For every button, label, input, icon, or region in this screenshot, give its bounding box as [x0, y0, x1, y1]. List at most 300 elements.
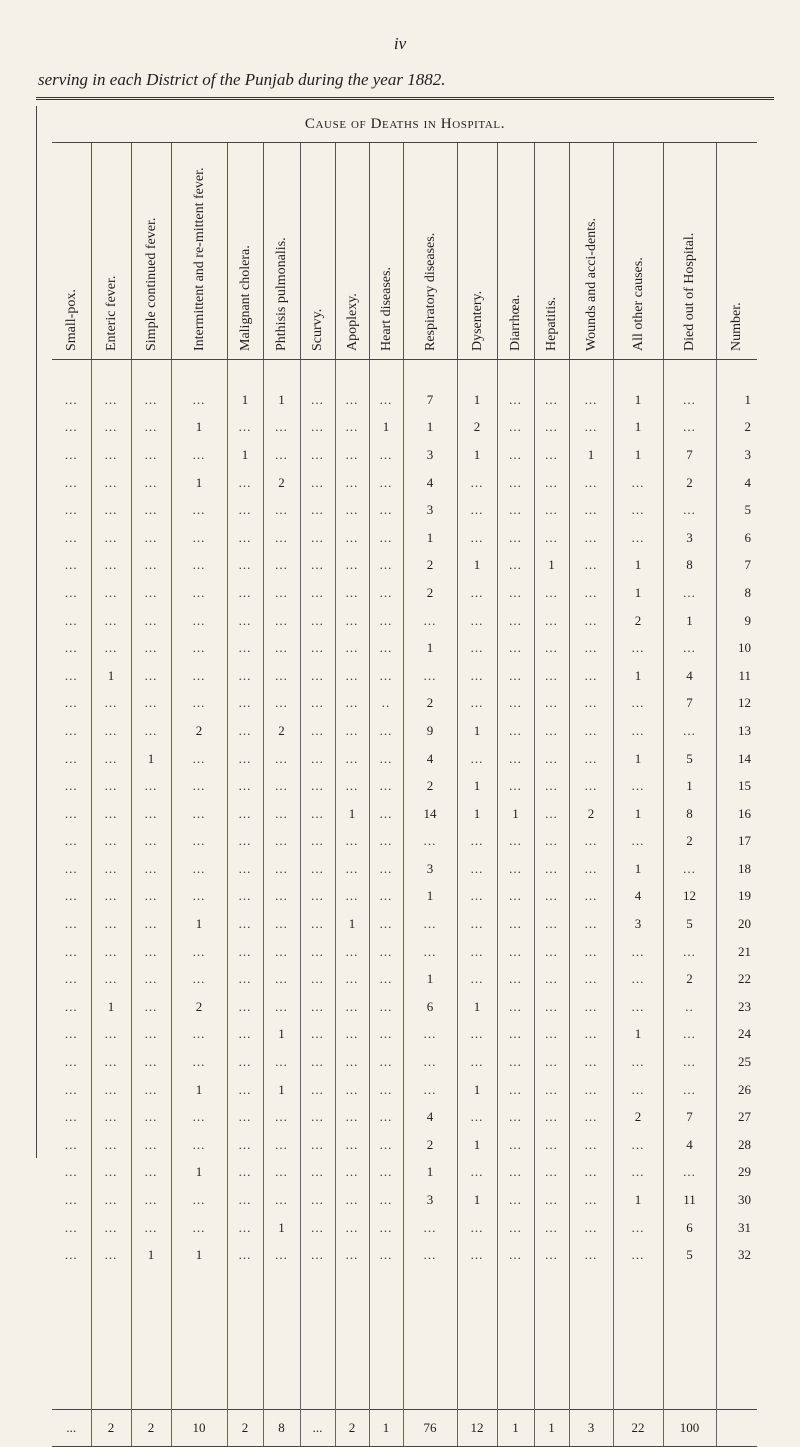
table-cell: ... — [131, 607, 171, 635]
table-cell: ... — [457, 1159, 497, 1187]
table-row — [52, 469, 757, 497]
table-cell: ... — [64, 695, 78, 711]
empty-cell — [457, 360, 497, 387]
table-cell: ... — [300, 800, 335, 828]
table-cell: ... — [569, 634, 613, 662]
table-cell: ... — [131, 938, 171, 966]
table-cell: ... — [457, 579, 497, 607]
table-cell: ... — [569, 496, 613, 524]
empty-cell — [534, 360, 569, 387]
table-cell: 1 — [171, 1241, 227, 1269]
table-cell: 1 — [403, 965, 457, 993]
table-cell: .. — [369, 690, 403, 718]
table-cell: ... — [534, 607, 569, 635]
empty-cell — [263, 1269, 300, 1410]
table-cell: 1 — [263, 1214, 300, 1242]
table-cell: ... — [64, 998, 78, 1014]
table-cell: 1 — [457, 717, 497, 745]
table-row — [52, 441, 757, 469]
table-cell: ... — [64, 612, 78, 628]
table-cell: ... — [369, 1076, 403, 1104]
column-header-label: Phthisis pulmonalis. — [274, 237, 289, 351]
table-cell: ... — [569, 414, 613, 442]
table-cell: ... — [403, 910, 457, 938]
table-cell: ... — [91, 1214, 131, 1242]
table-cell: ... — [369, 524, 403, 552]
table-cell: ... — [403, 938, 457, 966]
table-row — [52, 414, 757, 442]
table-cell: ... — [227, 662, 263, 690]
table-cell: 1 — [171, 1159, 227, 1187]
table-row — [52, 938, 757, 966]
table-cell: ... — [227, 469, 263, 497]
empty-cell — [663, 1269, 716, 1410]
table-cell: 6 — [716, 524, 757, 552]
table-cell: ... — [569, 1103, 613, 1131]
table-row — [52, 579, 757, 607]
column-header-label: Intermittent and re-mittent fever. — [191, 167, 207, 351]
table-cell: ... — [497, 662, 534, 690]
table-cell: ... — [497, 469, 534, 497]
total-cell: 22 — [613, 1410, 663, 1447]
table-cell: ... — [369, 552, 403, 580]
table-cell: ... — [131, 441, 171, 469]
table-row — [52, 745, 757, 773]
table-cell: 23 — [716, 993, 757, 1021]
table-cell: ... — [613, 469, 663, 497]
table-cell: ... — [300, 965, 335, 993]
table-row — [52, 828, 757, 856]
table-cell: ... — [171, 855, 227, 883]
table-cell: ... — [663, 634, 716, 662]
table-cell: ... — [227, 1159, 263, 1187]
table-cell: ... — [263, 883, 300, 911]
table-cell: 3 — [403, 496, 457, 524]
table-cell: 7 — [403, 386, 457, 414]
table-cell: 8 — [663, 552, 716, 580]
table-cell: 11 — [663, 1186, 716, 1214]
table-cell: ... — [131, 993, 171, 1021]
table-cell: ... — [497, 993, 534, 1021]
table-cell: 1 — [263, 1021, 300, 1049]
table-cell: 3 — [403, 1186, 457, 1214]
table-cell: ... — [227, 800, 263, 828]
table-cell: ... — [534, 717, 569, 745]
empty-cell — [534, 1269, 569, 1410]
table-cell: ... — [131, 1048, 171, 1076]
total-cell: ... — [52, 1410, 91, 1447]
empty-cell — [171, 360, 227, 387]
table-cell: ... — [263, 1159, 300, 1187]
table-cell: ... — [534, 993, 569, 1021]
column-header-label: Number. — [729, 302, 745, 351]
table-cell: ... — [64, 1026, 78, 1042]
table-cell: ... — [171, 800, 227, 828]
table-cell: ... — [613, 690, 663, 718]
table-cell: ... — [369, 1214, 403, 1242]
table-cell: ... — [534, 469, 569, 497]
table-cell: ... — [569, 745, 613, 773]
table-cell: 1 — [263, 386, 300, 414]
table-cell: ... — [300, 386, 335, 414]
table-cell: ... — [131, 772, 171, 800]
table-cell: ... — [227, 910, 263, 938]
table-cell: 2 — [403, 690, 457, 718]
empty-cell — [497, 1269, 534, 1410]
table-cell: 1 — [663, 772, 716, 800]
table-cell: 2 — [403, 772, 457, 800]
table-cell: ... — [403, 607, 457, 635]
total-cell: 3 — [569, 1410, 613, 1447]
table-cell: ... — [369, 607, 403, 635]
table-cell: ... — [171, 828, 227, 856]
table-cell: ... — [91, 1186, 131, 1214]
table-cell: ... — [227, 938, 263, 966]
table-cell: ... — [171, 1214, 227, 1242]
table-cell: ... — [457, 524, 497, 552]
table-row — [52, 1131, 757, 1159]
table-cell: ... — [335, 469, 369, 497]
table-cell: ... — [534, 690, 569, 718]
table-cell: ... — [663, 579, 716, 607]
table-cell: 15 — [716, 772, 757, 800]
table-cell: ... — [569, 1076, 613, 1104]
table-cell: ... — [569, 1048, 613, 1076]
empty-cell — [716, 1269, 757, 1410]
table-cell: ... — [534, 910, 569, 938]
table-cell: 1 — [403, 1159, 457, 1187]
table-cell: ... — [457, 634, 497, 662]
table-caption: Cause of Deaths in Hospital. — [304, 116, 506, 132]
table-cell: ... — [497, 1103, 534, 1131]
table-cell: ... — [131, 690, 171, 718]
empty-cell — [131, 360, 171, 387]
table-cell: ... — [497, 1186, 534, 1214]
table-cell: ... — [64, 916, 78, 932]
table-cell: ... — [227, 1131, 263, 1159]
table-cell: ... — [497, 717, 534, 745]
table-cell: ... — [91, 414, 131, 442]
table-cell: 17 — [716, 828, 757, 856]
table-cell: 2 — [663, 469, 716, 497]
table-cell: 18 — [716, 855, 757, 883]
table-row — [52, 800, 757, 828]
column-header — [91, 143, 131, 360]
table-cell: ... — [403, 828, 457, 856]
table-cell: ... — [171, 1103, 227, 1131]
table-cell: ... — [457, 965, 497, 993]
table-cell: ... — [131, 1076, 171, 1104]
table-cell: ... — [300, 1159, 335, 1187]
total-cell: 12 — [457, 1410, 497, 1447]
table-cell: ... — [457, 690, 497, 718]
table-cell: ... — [335, 634, 369, 662]
table-cell: ... — [171, 662, 227, 690]
table-cell: ... — [663, 717, 716, 745]
table-cell: 1 — [403, 883, 457, 911]
total-cell: 2 — [91, 1410, 131, 1447]
table-cell: ... — [369, 1131, 403, 1159]
table-cell: ... — [663, 1076, 716, 1104]
table-cell: ... — [613, 634, 663, 662]
table-cell: 8 — [716, 579, 757, 607]
table-cell: ... — [497, 607, 534, 635]
table-cell: ... — [613, 828, 663, 856]
table-cell: 1 — [613, 414, 663, 442]
table-cell: ... — [263, 414, 300, 442]
table-cell: ... — [369, 1021, 403, 1049]
empty-cell — [263, 360, 300, 387]
table-cell: ... — [131, 1131, 171, 1159]
table-cell: ... — [663, 938, 716, 966]
table-cell: 3 — [663, 524, 716, 552]
table-cell: ... — [569, 1241, 613, 1269]
table-cell: ... — [171, 690, 227, 718]
table-cell: ... — [569, 717, 613, 745]
table-cell: ... — [171, 772, 227, 800]
empty-cell — [91, 1269, 131, 1410]
table-cell: ... — [613, 496, 663, 524]
table-cell: ... — [457, 496, 497, 524]
table-cell: 4 — [403, 469, 457, 497]
table-cell: ... — [369, 745, 403, 773]
table-cell: ... — [227, 717, 263, 745]
total-cell: 100 — [663, 1410, 716, 1447]
column-header-label: Wounds and acci-dents. — [583, 218, 599, 351]
column-header — [52, 143, 91, 360]
table-cell: 1 — [534, 552, 569, 580]
table-cell: ... — [369, 800, 403, 828]
table-cell: ... — [300, 496, 335, 524]
table-cell: 1 — [131, 1241, 171, 1269]
column-header — [403, 143, 457, 360]
table-cell: 2 — [263, 469, 300, 497]
table-cell: 1 — [457, 993, 497, 1021]
table-cell: ... — [263, 690, 300, 718]
table-cell: ... — [131, 717, 171, 745]
table-cell: ... — [497, 965, 534, 993]
column-header-label: Small-pox. — [63, 289, 79, 351]
table-row — [52, 386, 757, 414]
column-header — [131, 143, 171, 360]
table-cell: ... — [91, 496, 131, 524]
column-header — [457, 143, 497, 360]
table-cell: 1 — [613, 552, 663, 580]
table-cell: ... — [457, 828, 497, 856]
column-header — [300, 143, 335, 360]
page-number: iv — [393, 34, 407, 53]
table-cell: ... — [569, 965, 613, 993]
table-cell: ... — [263, 524, 300, 552]
table-cell: ... — [227, 855, 263, 883]
table-cell: ... — [335, 938, 369, 966]
column-header — [263, 143, 300, 360]
table-cell: ... — [497, 1076, 534, 1104]
table-cell: ... — [263, 662, 300, 690]
table-cell: ... — [534, 1076, 569, 1104]
table-cell: ... — [569, 579, 613, 607]
table-cell: ... — [64, 557, 78, 573]
table-cell: 8 — [663, 800, 716, 828]
table-cell: ... — [534, 662, 569, 690]
empty-cell — [716, 360, 757, 387]
table-cell: ... — [227, 579, 263, 607]
column-header-label: Malignant cholera. — [237, 245, 253, 351]
table-row — [52, 1021, 757, 1049]
table-cell: ... — [369, 828, 403, 856]
table-cell: ... — [335, 579, 369, 607]
total-cell: 2 — [227, 1410, 263, 1447]
table-cell: ... — [227, 1241, 263, 1269]
table-row — [52, 965, 757, 993]
table-cell: ... — [457, 938, 497, 966]
table-cell: 1 — [613, 441, 663, 469]
table-cell: ... — [569, 938, 613, 966]
table-row — [52, 1076, 757, 1104]
table-cell: ... — [131, 524, 171, 552]
column-header-label: Hepatitis. — [544, 296, 559, 351]
table-cell: ... — [335, 1103, 369, 1131]
table-cell: ... — [613, 717, 663, 745]
table-cell: 7 — [663, 441, 716, 469]
table-cell: ... — [171, 938, 227, 966]
table-cell: ... — [171, 441, 227, 469]
table-cell: ... — [300, 772, 335, 800]
table-cell: ... — [613, 524, 663, 552]
table-cell: ... — [91, 938, 131, 966]
table-cell: ... — [663, 386, 716, 414]
table-cell: ... — [131, 1186, 171, 1214]
table-cell: ... — [64, 833, 78, 849]
table-cell: ... — [613, 1131, 663, 1159]
table-cell: ... — [569, 662, 613, 690]
table-cell: ... — [335, 883, 369, 911]
table-cell: ... — [369, 772, 403, 800]
table-cell: ... — [91, 386, 131, 414]
table-cell: ... — [64, 971, 78, 987]
table-cell: ... — [300, 1076, 335, 1104]
empty-cell — [497, 360, 534, 387]
table-cell: ... — [64, 1081, 78, 1097]
table-cell: ... — [263, 634, 300, 662]
table-cell: 3 — [403, 441, 457, 469]
table-cell: 27 — [716, 1103, 757, 1131]
table-cell: ... — [64, 722, 78, 738]
table-cell: ... — [64, 1109, 78, 1125]
table-cell: 12 — [663, 883, 716, 911]
table-cell: ... — [569, 993, 613, 1021]
table-cell: ... — [534, 1131, 569, 1159]
table-cell: ... — [227, 524, 263, 552]
table-cell: ... — [263, 855, 300, 883]
table-row — [52, 883, 757, 911]
table-cell: ... — [171, 1186, 227, 1214]
table-cell: ... — [497, 524, 534, 552]
table-row — [52, 1159, 757, 1187]
table-cell: ... — [227, 607, 263, 635]
table-cell: ... — [335, 496, 369, 524]
table-cell: ... — [171, 579, 227, 607]
table-cell: ... — [171, 524, 227, 552]
table-cell: ... — [300, 1103, 335, 1131]
table-cell: ... — [300, 690, 335, 718]
total-cell: 8 — [263, 1410, 300, 1447]
table-cell: ... — [64, 888, 78, 904]
empty-cell — [91, 360, 131, 387]
table-cell: ... — [171, 745, 227, 773]
column-header — [534, 143, 569, 360]
table-cell: 1 — [613, 800, 663, 828]
table-cell: ... — [263, 1241, 300, 1269]
table-cell: ... — [91, 1241, 131, 1269]
table-cell: 2 — [569, 800, 613, 828]
table-cell: ... — [91, 1131, 131, 1159]
total-cell: ... — [300, 1410, 335, 1447]
table-cell: ... — [131, 386, 171, 414]
table-cell: ... — [335, 1186, 369, 1214]
table-cell: 1 — [457, 1076, 497, 1104]
empty-cell — [403, 360, 457, 387]
empty-cell — [227, 360, 263, 387]
table-cell: ... — [497, 690, 534, 718]
table-row — [52, 1186, 757, 1214]
table-cell: ... — [91, 441, 131, 469]
table-cell: ... — [131, 965, 171, 993]
table-body — [52, 360, 757, 1447]
table-cell: ... — [227, 552, 263, 580]
column-header-label: All other causes. — [630, 257, 646, 351]
column-header-label: Died out of Hospital. — [682, 232, 697, 351]
table-cell: ... — [91, 1103, 131, 1131]
table-cell: 2 — [263, 717, 300, 745]
total-cell: 10 — [171, 1410, 227, 1447]
column-header — [716, 143, 757, 360]
table-cell: 9 — [403, 717, 457, 745]
table-cell: ... — [369, 1159, 403, 1187]
table-cell: ... — [497, 1131, 534, 1159]
table-cell: ... — [227, 1076, 263, 1104]
table-cell: ... — [131, 1214, 171, 1242]
table-cell: 1 — [663, 607, 716, 635]
table-cell: ... — [497, 552, 534, 580]
table-cell: ... — [534, 1159, 569, 1187]
table-cell: 1 — [403, 414, 457, 442]
table-cell: ... — [171, 634, 227, 662]
column-header-label: Dysentery. — [469, 290, 485, 351]
table-cell: ... — [227, 1186, 263, 1214]
table-cell: ... — [91, 772, 131, 800]
table-row — [52, 607, 757, 635]
table-cell: ... — [497, 745, 534, 773]
table-cell: 20 — [716, 910, 757, 938]
table-cell: ... — [91, 1159, 131, 1187]
table-cell: ... — [613, 993, 663, 1021]
table-cell: ... — [497, 1159, 534, 1187]
table-cell: ... — [227, 1103, 263, 1131]
table-cell: ... — [497, 855, 534, 883]
total-cell: 1 — [534, 1410, 569, 1447]
table-cell: ... — [131, 496, 171, 524]
table-cell: ... — [300, 855, 335, 883]
table-cell: ... — [64, 1219, 78, 1235]
table-cell: ... — [171, 496, 227, 524]
table-cell: 1 — [227, 441, 263, 469]
table-cell: ... — [403, 1076, 457, 1104]
table-cell: 1 — [457, 441, 497, 469]
column-header — [569, 143, 613, 360]
table-cell: 31 — [716, 1214, 757, 1242]
table-cell: ... — [457, 745, 497, 773]
